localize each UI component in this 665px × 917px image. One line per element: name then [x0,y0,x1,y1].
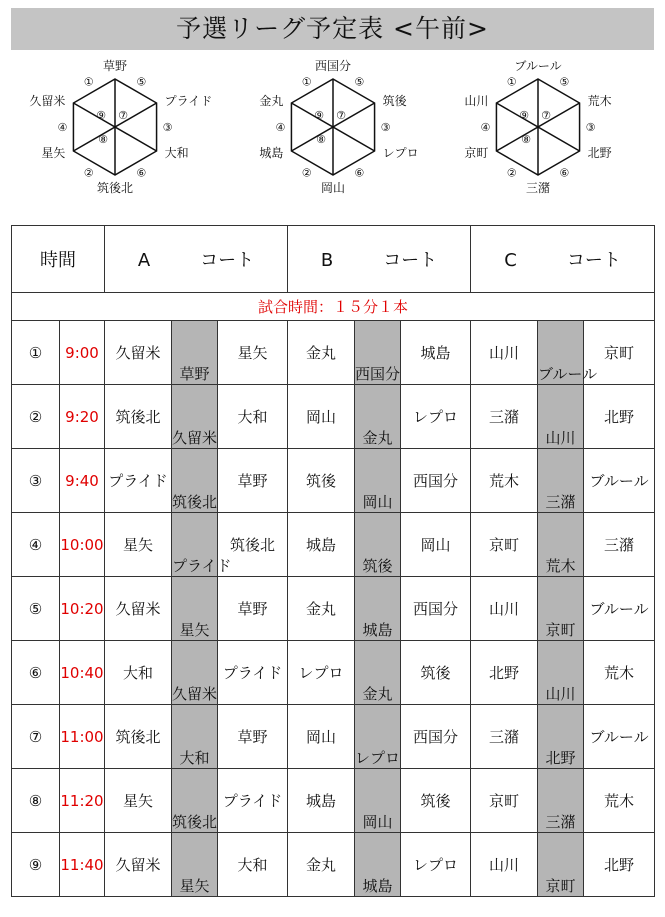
team-left: 大和 [105,641,172,705]
referee-team: 西国分 [355,321,401,385]
court-b-header [288,226,471,293]
court-letter: A [137,250,151,271]
edge-match-number: ⑥ [559,166,570,180]
match-time: 9:00 [60,321,105,385]
diagram-team-label: 大和 [164,146,189,160]
edge-match-number: ④ [275,121,286,134]
team-right: レプロ [401,833,471,897]
edge-match-number: ④ [480,121,491,134]
schedule-row [12,449,655,513]
diagram-team-label: ブルール [514,59,562,73]
diagram-team-label: レプロ [382,146,419,160]
team-right: 西国分 [401,577,471,641]
referee-team: 岡山 [355,449,401,513]
court-label: コート [566,250,621,271]
match-time: 10:20 [60,577,105,641]
team-left: 山川 [471,321,538,385]
team-left: 久留米 [105,321,172,385]
referee-team: 星矢 [172,833,218,897]
referee-team: 京町 [538,577,584,641]
team-left: 筑後北 [105,385,172,449]
team-left: 京町 [471,513,538,577]
schedule-row [12,385,655,449]
team-right: 大和 [218,385,288,449]
team-right: プライド [218,641,288,705]
diagram-team-label: プライド [164,94,213,108]
diagram-team-label: 筑後 [382,94,407,108]
match-number: ② [12,385,60,449]
header-row [12,226,655,293]
diagram-team-label: 草野 [102,59,128,73]
diagram-team-label: 岡山 [320,181,346,195]
team-left: プライド [105,449,172,513]
referee-team: ブルール [538,321,584,385]
court-label: コート [383,250,438,271]
team-right: 草野 [218,449,288,513]
team-right: 岡山 [401,513,471,577]
referee-team: 城島 [355,577,401,641]
match-time: 9:40 [60,449,105,513]
team-right: 三潴 [584,513,655,577]
diagram-team-label: 星矢 [41,146,66,160]
spoke-match-number: ⑨ [314,109,324,122]
edge-match-number: ⑤ [559,75,570,89]
league-diagrams [0,55,665,205]
match-number: ⑦ [12,705,60,769]
match-time: 9:20 [60,385,105,449]
schedule-row [12,769,655,833]
team-right: 大和 [218,833,288,897]
schedule-row [12,513,655,577]
diagram-team-label: 久留米 [29,94,66,108]
team-right: ブルール [584,577,655,641]
referee-team: 筑後 [355,513,401,577]
court-a-header [105,226,288,293]
match-time: 11:00 [60,705,105,769]
edge-match-number: ⑥ [354,166,365,180]
team-left: 金丸 [288,577,355,641]
team-left: 三潴 [471,385,538,449]
edge-match-number: ③ [585,121,596,134]
referee-team: 筑後北 [172,449,218,513]
schedule-row [12,577,655,641]
team-right: 西国分 [401,705,471,769]
team-right: 北野 [584,833,655,897]
team-right: 荒木 [584,769,655,833]
match-number: ⑤ [12,577,60,641]
edge-match-number: ⑤ [136,75,147,89]
team-left: 三潴 [471,705,538,769]
match-time: 10:00 [60,513,105,577]
diagram-team-label: 山川 [464,94,489,108]
referee-team: 久留米 [172,641,218,705]
team-right: ブルール [584,705,655,769]
edge-match-number: ① [506,75,517,89]
spoke-match-number: ⑨ [519,109,529,122]
match-time: 10:40 [60,641,105,705]
referee-team: レプロ [355,705,401,769]
referee-team: 金丸 [355,385,401,449]
match-time: 11:40 [60,833,105,897]
schedule-row [12,705,655,769]
team-right: 西国分 [401,449,471,513]
diagram-team-label: 筑後北 [96,181,134,195]
court-letter: C [504,250,517,271]
referee-team: プライド [172,513,218,577]
schedule-row [12,833,655,897]
edge-match-number: ② [83,166,94,180]
team-right: レプロ [401,385,471,449]
team-left: 荒木 [471,449,538,513]
team-right: 筑後 [401,641,471,705]
edge-match-number: ② [301,166,312,180]
diagram-team-label: 荒木 [587,94,612,108]
diagram-team-label: 三潴 [525,181,551,195]
referee-team: 三潴 [538,769,584,833]
referee-team: 金丸 [355,641,401,705]
referee-team: 筑後北 [172,769,218,833]
referee-team: 三潴 [538,449,584,513]
edge-match-number: ① [301,75,312,89]
edge-match-number: ③ [162,121,173,134]
match-number: ① [12,321,60,385]
match-number: ⑥ [12,641,60,705]
team-left: 岡山 [288,385,355,449]
team-right: 星矢 [218,321,288,385]
spoke-match-number: ⑦ [541,109,551,122]
referee-team: 大和 [172,705,218,769]
team-left: 山川 [471,833,538,897]
team-right: 筑後 [401,769,471,833]
edge-match-number: ③ [380,121,391,134]
team-left: 筑後 [288,449,355,513]
team-left: 久留米 [105,577,172,641]
diagram-team-label: 京町 [464,146,489,160]
time-header: 時間 [12,226,105,293]
team-left: 城島 [288,769,355,833]
referee-team: 草野 [172,321,218,385]
match-time-note: 試合時間：１５分１本 [12,293,655,321]
referee-team: 荒木 [538,513,584,577]
schedule-table [11,225,655,897]
team-left: 筑後北 [105,705,172,769]
page-title: 予選リーグ予定表 <午前> [11,8,654,50]
team-left: 星矢 [105,769,172,833]
court-letter: B [320,250,334,271]
team-left: 星矢 [105,513,172,577]
team-left: 久留米 [105,833,172,897]
spoke-match-number: ⑦ [336,109,346,122]
diagram-team-label: 北野 [587,146,612,160]
team-left: 岡山 [288,705,355,769]
referee-team: 山川 [538,641,584,705]
team-right: プライド [218,769,288,833]
referee-team: 山川 [538,385,584,449]
spoke-match-number: ⑧ [98,133,108,146]
note-row [12,293,655,321]
spoke-match-number: ⑦ [118,109,128,122]
referee-team: 京町 [538,833,584,897]
spoke-match-number: ⑧ [316,133,326,146]
referee-team: 城島 [355,833,401,897]
edge-match-number: ⑤ [354,75,365,89]
match-number: ③ [12,449,60,513]
match-number: ④ [12,513,60,577]
match-number: ⑨ [12,833,60,897]
match-number: ⑧ [12,769,60,833]
schedule-row [12,321,655,385]
diagram-team-label: 金丸 [259,94,284,108]
referee-team: 岡山 [355,769,401,833]
schedule-row [12,641,655,705]
court-label: コート [200,250,255,271]
team-right: 草野 [218,705,288,769]
edge-match-number: ① [83,75,94,89]
spoke-match-number: ⑨ [96,109,106,122]
team-right: 筑後北 [218,513,288,577]
team-left: 京町 [471,769,538,833]
team-left: 金丸 [288,833,355,897]
referee-team: 久留米 [172,385,218,449]
spoke-match-number: ⑧ [521,133,531,146]
team-right: 草野 [218,577,288,641]
referee-team: 星矢 [172,577,218,641]
team-left: レプロ [288,641,355,705]
team-left: 山川 [471,577,538,641]
team-right: 京町 [584,321,655,385]
team-right: ブルール [584,449,655,513]
referee-team: 北野 [538,705,584,769]
team-left: 北野 [471,641,538,705]
court-c-header [471,226,655,293]
team-right: 荒木 [584,641,655,705]
edge-match-number: ⑥ [136,166,147,180]
diagram-team-label: 城島 [259,146,284,160]
match-time: 11:20 [60,769,105,833]
team-right: 北野 [584,385,655,449]
diagram-team-label: 西国分 [314,59,352,73]
team-right: 城島 [401,321,471,385]
edge-match-number: ④ [57,121,68,134]
edge-match-number: ② [506,166,517,180]
team-left: 城島 [288,513,355,577]
team-left: 金丸 [288,321,355,385]
